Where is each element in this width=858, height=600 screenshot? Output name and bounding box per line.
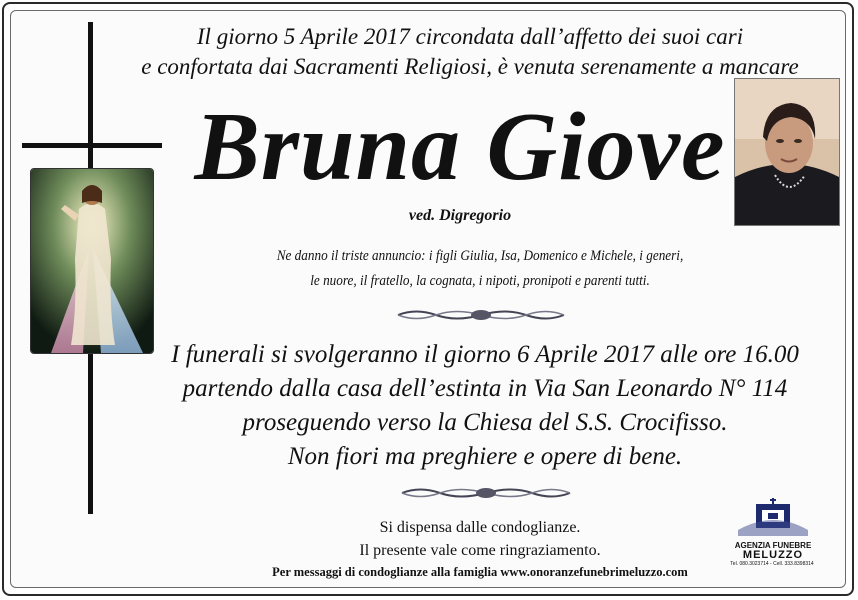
funeral-line: partendo dalla casa dell’estinta in Via San Leonardo N° 114 (182, 375, 788, 402)
announcement-line: Ne danno il triste annuncio: i figli Giulia, Isa, Domenico e Michele, i generi, (276, 248, 684, 264)
deceased-name: Bruna Giove (194, 93, 726, 201)
funeral-info (150, 338, 820, 474)
announcement-line: le nuore, il fratello, la cognata, i nipoti, pronipoti e parenti tutti. (310, 273, 650, 289)
intro-line: Il giorno 5 Aprile 2017 circondata dall’affetto dei suoi cari (196, 24, 744, 49)
divine-mercy-image (30, 168, 154, 354)
closing-line: Il presente vale come ringraziamento. (359, 542, 601, 559)
intro-text (110, 22, 830, 82)
agency-name: MELUZZO (742, 549, 804, 561)
cross-icon-horizontal (22, 143, 162, 148)
ornament-divider-icon (396, 306, 566, 324)
condolence-messages-note: Per messaggi di condoglianze alla famiglia www.onoranzefunebrimeluzzo.com (272, 565, 688, 579)
funeral-line: I funerali si svolgeranno il giorno 6 Aprile 2017 alle ore 16.00 (171, 341, 799, 368)
intro-line: e confortata dai Sacramenti Religiosi, è venuta serenamente a mancare (141, 54, 799, 79)
funeral-line: proseguendo verso la Chiesa del S.S. Crocifisso. (242, 409, 728, 436)
agency-label: AGENZIA FUNEBRE (734, 541, 812, 550)
agency-contacts: Tel. 080.3023714 - Cell. 333.8398314 (730, 561, 814, 567)
closing-text (230, 516, 730, 562)
widow-of: ved. Digregorio (408, 207, 512, 224)
announcement (225, 244, 735, 294)
ornament-divider-icon (400, 484, 572, 502)
funeral-line: Non fiori ma preghiere e opere di bene. (287, 443, 683, 470)
closing-line: Si dispensa dalle condoglianze. (379, 519, 581, 536)
